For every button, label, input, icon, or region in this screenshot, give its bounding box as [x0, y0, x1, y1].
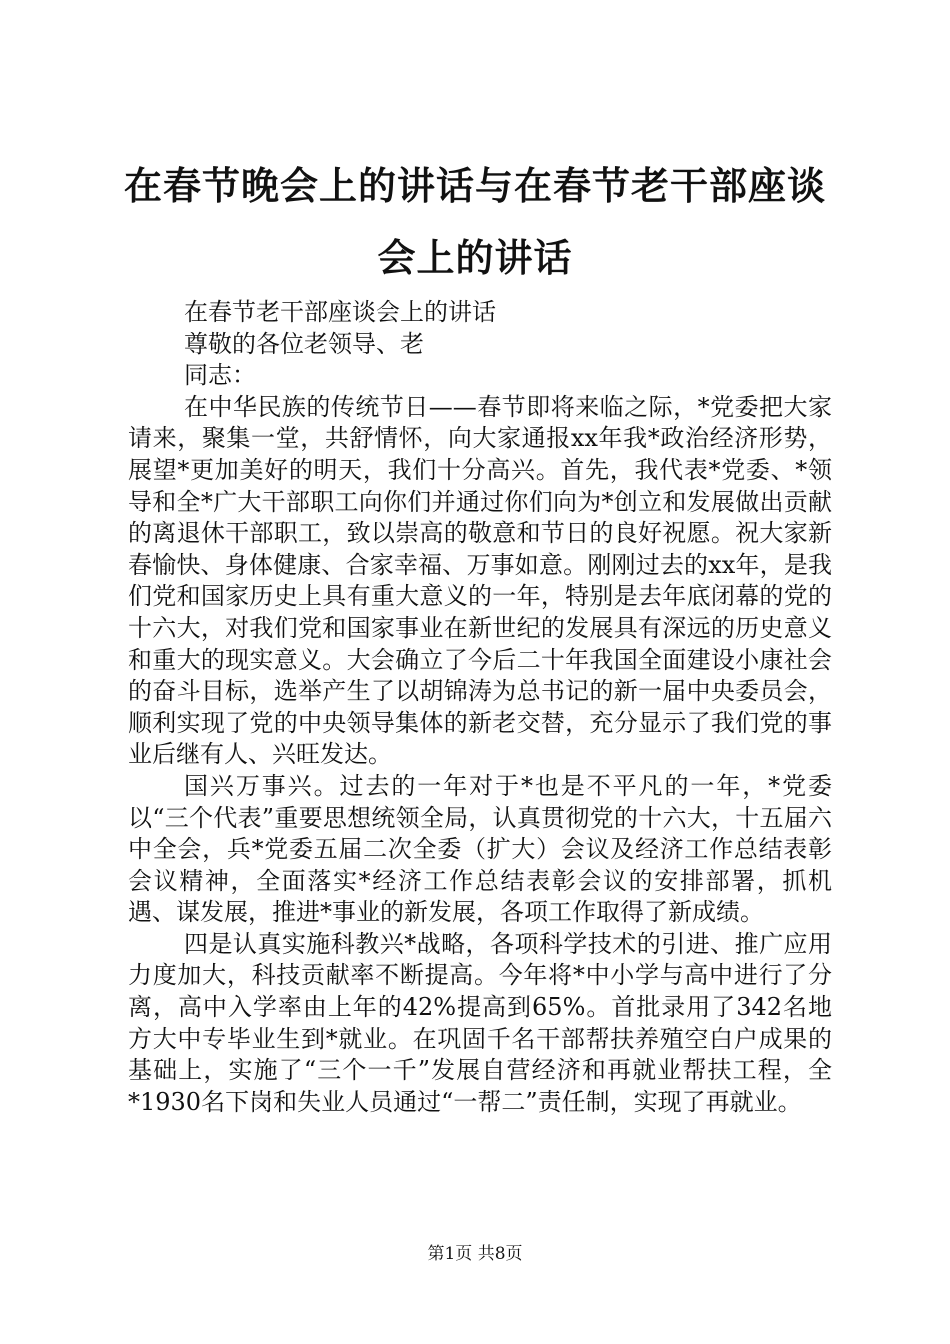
salutation-line-1: 尊敬的各位老领导、老	[184, 329, 424, 358]
paragraph-review: 国兴万事兴。过去的一年对于*也是不平凡的一年，*党委以“三个代表”重要思想统领全局，认真贯彻党的十六大，十五届六中全会，兵*党委五届二次全委（扩大）会议及经济工作总结表彰会议精神，全面落实*经济工作总结表彰会议的安排部署，抓机遇、谋发展，推进*事业的新发展，各项工作取得了新成绩。	[128, 771, 832, 927]
page-number: 第1页 共8页	[427, 1244, 523, 1264]
speech-heading: 在春节老干部座谈会上的讲话	[184, 298, 496, 326]
document-title: 在春节晚会上的讲话与在春节老干部座谈会上的讲话	[123, 163, 826, 280]
paragraph-education: 四是认真实施科教兴*战略，各项科学技术的引进、推广应用力度加大，科技贡献率不断提高。今年将*中小学与高中进行了分离，高中入学率由上年的42%提高到65%。首批录用了342名地方大中专毕业生到*就业。在巩固千名干部帮扶养殖空白户成果的基础上，实施了“三个一千”发展自营经济和再就业帮扶工程，全*1930名下岗和失业人员通过“一帮二”责任制，实现了再就业。	[128, 929, 832, 1116]
paragraph-opening: 在中华民族的传统节日——春节即将来临之际，*党委把大家请来，聚集一堂，共舒情怀，向大家通报xx年我*政治经济形势，展望*更加美好的明天，我们十分高兴。首先，我代表*党委、*领导和全*广大干部职工向你们并通过你们向为*创立和发展做出贡献的离退休干部职工，致以崇高的敬意和节日的良好祝愿。祝大家新春愉快、身体健康、合家幸福、万事如意。刚刚过去的xx年，是我们党和国家历史上具有重大意义的一年，特别是去年底闭幕的党的十六大，对我们党和国家事业在新世纪的发展具有深远的历史意义和重大的现实意义。大会确立了今后二十年我国全面建设小康社会的奋斗目标，选举产生了以胡锦涛为总书记的新一届中央委员会，顺利实现了党的中央领导集体的新老交替，充分显示了我们党的事业后继有人、兴旺发达。	[128, 392, 832, 769]
salutation-line-2: 同志：	[184, 361, 256, 390]
document-body	[128, 297, 832, 1118]
